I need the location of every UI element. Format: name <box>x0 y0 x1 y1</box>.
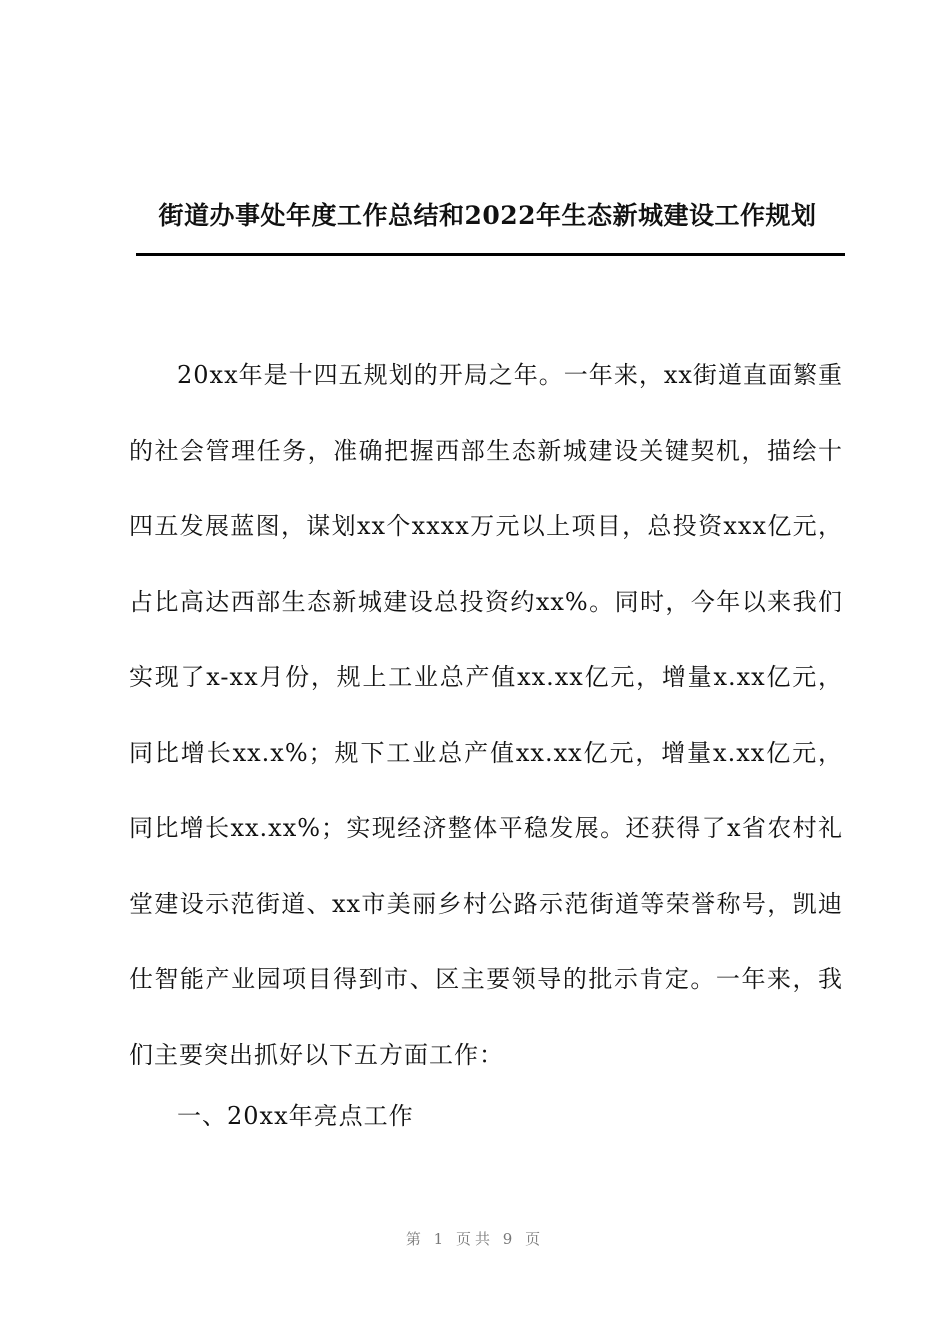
page-total: 9 <box>502 1230 517 1248</box>
page-number-footer <box>0 1228 950 1249</box>
body-paragraph: 20xx年是十四五规划的开局之年。一年来，xx街道直面繁重的社会管理任务，准确把握西部生态新城建设关键契机，描绘十四五发展蓝图，谋划xx个xxxx万元以上项目，总投资xxx亿元，占比高达西部生态新城建设总投资约xx%。同时，今年以来我们实现了x-xx月份，规上工业总产值xx.xx亿元，增量x.xx亿元，同比增长xx.x%；规下工业总产值xx.xx亿元，增量x.xx亿元，同比增长xx.xx%；实现经济整体平稳发展。还获得了x省农村礼堂建设示范街道、xx市美丽乡村公路示范街道等荣誉称号，凯迪仕智能产业园项目得到市、区主要领导的批示肯定。一年来，我们主要突出抓好以下五方面工作： <box>129 361 843 1069</box>
page-mid: 页共 <box>455 1230 494 1248</box>
title-underline-divider <box>136 253 845 256</box>
page-current: 1 <box>433 1230 448 1248</box>
section-heading: 一、20xx年亮点工作 <box>177 1102 414 1130</box>
document-title: 街道办事处年度工作总结和2022年生态新城建设工作规划 <box>158 201 817 230</box>
page-prefix: 第 <box>405 1230 425 1248</box>
page-suffix: 页 <box>525 1230 545 1248</box>
